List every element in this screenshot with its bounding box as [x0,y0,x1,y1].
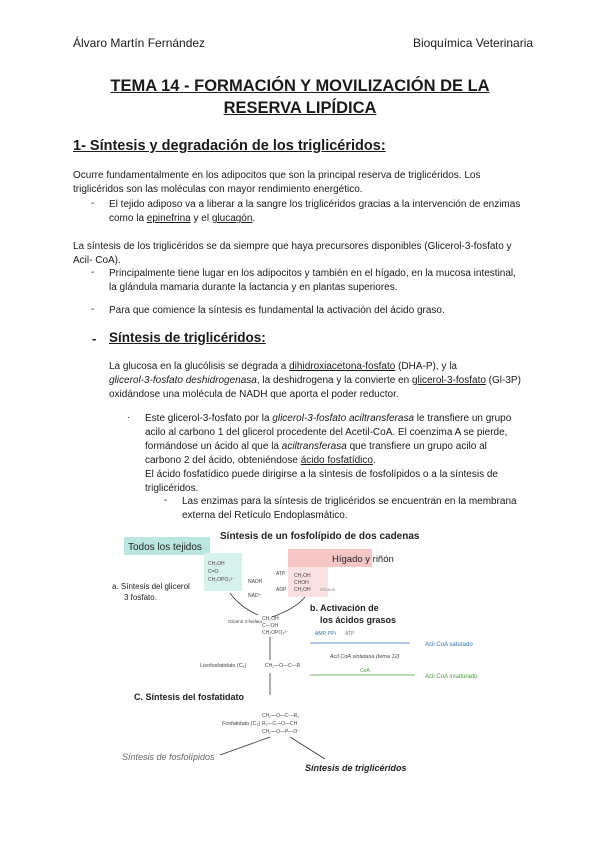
arrow [272,597,305,617]
bullet-dash: - [91,304,95,315]
acil-saturado-label: Acil CoA saturado [425,642,473,648]
bullet-3: Para que comience la síntesis es fundamental la activación del ácido graso. [109,305,445,316]
bullet-dash: - [91,198,95,209]
g3p-struct: CH₂OPO₃²⁻ [262,630,289,636]
epinefrina-term: epinefrina [146,213,191,224]
text-span: . [252,213,256,224]
atp-label: ATP [276,571,286,577]
glicerol-3p-label: Glicerol 3-fosfato [228,619,263,624]
dhap-term: dihidroxiacetona-fosfato [289,361,396,372]
page-title-line2: RESERVA LIPÍDICA [223,99,377,117]
page-title-line1: TEMA 14 - FORMACIÓN Y MOVILIZACIÓN DE LA [110,77,490,95]
paragraph-1-line1: Ocurre fundamentalmente en los adipocitos que son la principal reserva de triglicéridos. Los [73,170,481,181]
sintesis-fosfolipidos-label: Síntesis de fosfolípidos [122,752,215,762]
bullet-dash: - [164,495,168,506]
nad-label: NAD⁺ [248,593,262,599]
glucagon-term: glucagón [211,213,253,224]
enzyme-term: glicerol-3-fosfato deshidrogenasa [109,375,257,386]
glicerol-label: Glicerol [320,587,336,592]
g3p-line5: El ácido fosfatídico puede dirigirse a la síntesis de fosfolípidos o a la síntesis de [145,469,498,480]
text-span: carbono 2 del ácido, obteniéndose [145,455,301,466]
text-span: como la [109,213,147,224]
paragraph-2-line2: Acil- CoA). [73,255,121,266]
text-span: (DHA-P), y la [395,361,457,372]
text-span: , la deshidrogena y la convierte en [256,375,412,386]
section-heading: 1- Síntesis y degradación de los triglicéridos: [73,138,386,154]
label-a-line2: 3 fosfato. [124,593,157,602]
paragraph-2-line1: La síntesis de los triglicéridos se da siempre que haya precursores disponibles (Glicerol-3-fosfato y [73,241,512,252]
todos-tejidos-label: Todos los tejidos [128,542,202,553]
glycerol-struct: CHOH [294,580,309,586]
coa-label: CoA [360,668,370,674]
fosfatidato-label: Fosfatidato (C₂) [222,721,261,727]
dhap-struct: CH₂OPO₃²⁻ [208,577,235,583]
label-c: C. Síntesis del fosfatidato [134,692,245,702]
adp-label: ADP [276,587,287,593]
text-span: Este glicerol-3-fosfato por la [145,413,273,424]
fosfatidato-struct: CH₂—O—C—R₁ [262,713,299,719]
g3p-struct: CH₂OH [262,616,279,622]
bullet-2-line2: la glándula mamaria durante la lactancia y en plantas superiores. [109,282,398,293]
glucose-line2 [109,374,521,389]
text-span: (Gl-3P) [485,375,521,386]
bullet-dash: - [91,267,95,278]
paragraph-1-line2: triglicéridos son las moléculas con mayor rendimiento energético. [73,184,363,195]
glucose-line1 [109,360,457,375]
arrow [220,737,270,755]
higado-rinon-label: Hígado y riñón [332,554,394,565]
acido-fosfatidico-term: ácido fosfatídico [300,455,373,466]
dhap-struct: C=O [208,569,219,575]
liso-struct: CH₂—O—C—R [265,663,301,669]
text-span: y el [190,213,212,224]
bullet-1-line1: El tejido adiposo va a liberar a la sangre los triglicéridos gracias a la intervención de enzimas [109,199,521,210]
g3p-line6: triglicéridos. [145,483,199,494]
text-span: formándose un ácido al que la [145,441,282,452]
enzyme-term: glicerol-3-fosfato aciltransferasa [272,413,415,424]
glycerol-struct: CH₂OH [294,587,311,593]
subsection-heading: Síntesis de triglicéridos: [109,330,266,345]
g3p-line2: acilo al carbono 1 del glicerol procedente del Acetil-CoA. El coenzima A se pierde, [145,427,508,438]
glucose-line3: oxidándose una molécula de NADH que aporta el poder reductor. [109,389,399,400]
dhap-struct: CH₂OH [208,561,225,567]
fosfatidato-struct: CH₂—O—P—O⁻ [262,729,300,735]
atp-label-2: ATP [345,631,355,637]
acil-sintetasa-label: Acil CoA sintetasa (tema 12) [330,654,400,660]
figure-title: Síntesis de un fosfolípido de dos cadenas [220,531,420,542]
text-span: La glucosa en la glucólisis se degrada a [109,361,290,372]
label-b: b. Activación de [310,603,379,613]
bullet-2-line1: Principalmente tiene lugar en los adipocitos y también en el hígado, en la mucosa intestinal, [109,268,516,279]
g3p-struct: C—OH [262,623,279,629]
subject-name: Bioquímica Veterinaria [413,36,534,50]
label-a: a. Síntesis del glicerol [112,582,190,591]
acil-insaturado-label: Acil CoA insaturado [425,674,478,680]
bullet-1-line2 [109,212,255,227]
er-line2: externa del Retículo Endoplasmático. [182,510,348,521]
amp-ppi-label: AMP, PPi [315,631,336,637]
g3p-line4 [145,454,376,469]
g3p-line1 [145,412,511,427]
bullet-dot: · [127,412,131,423]
g3p-line3 [145,440,487,455]
label-b-line2: los ácidos grasos [320,615,397,625]
arrow [290,737,325,759]
glycerol-struct: CH₂OH [294,573,311,579]
phospholipid-synthesis-diagram [110,525,510,775]
lisofosfatidato-label: Lisofosfatidato (C₁) [200,663,247,669]
er-line1: Las enzimas para la síntesis de triglicéridos se encuentran en la membrana [182,496,517,507]
g3p-term: glicerol-3-fosfato [411,375,486,386]
nadh-label: NADH [248,579,263,585]
fosfatidato-struct: R₂—C—O—CH [262,721,298,727]
author-name: Álvaro Martín Fernández [73,36,206,50]
enzyme-term: aciltransferasa [281,441,347,452]
bullet-dash: - [92,331,97,346]
text-span: . [372,455,376,466]
sintesis-trigliceridos-label: Síntesis de triglicéridos [305,763,407,773]
text-span: que transfiere un grupo acilo al [346,441,487,452]
text-span: le transfiere un grupo [414,413,512,424]
